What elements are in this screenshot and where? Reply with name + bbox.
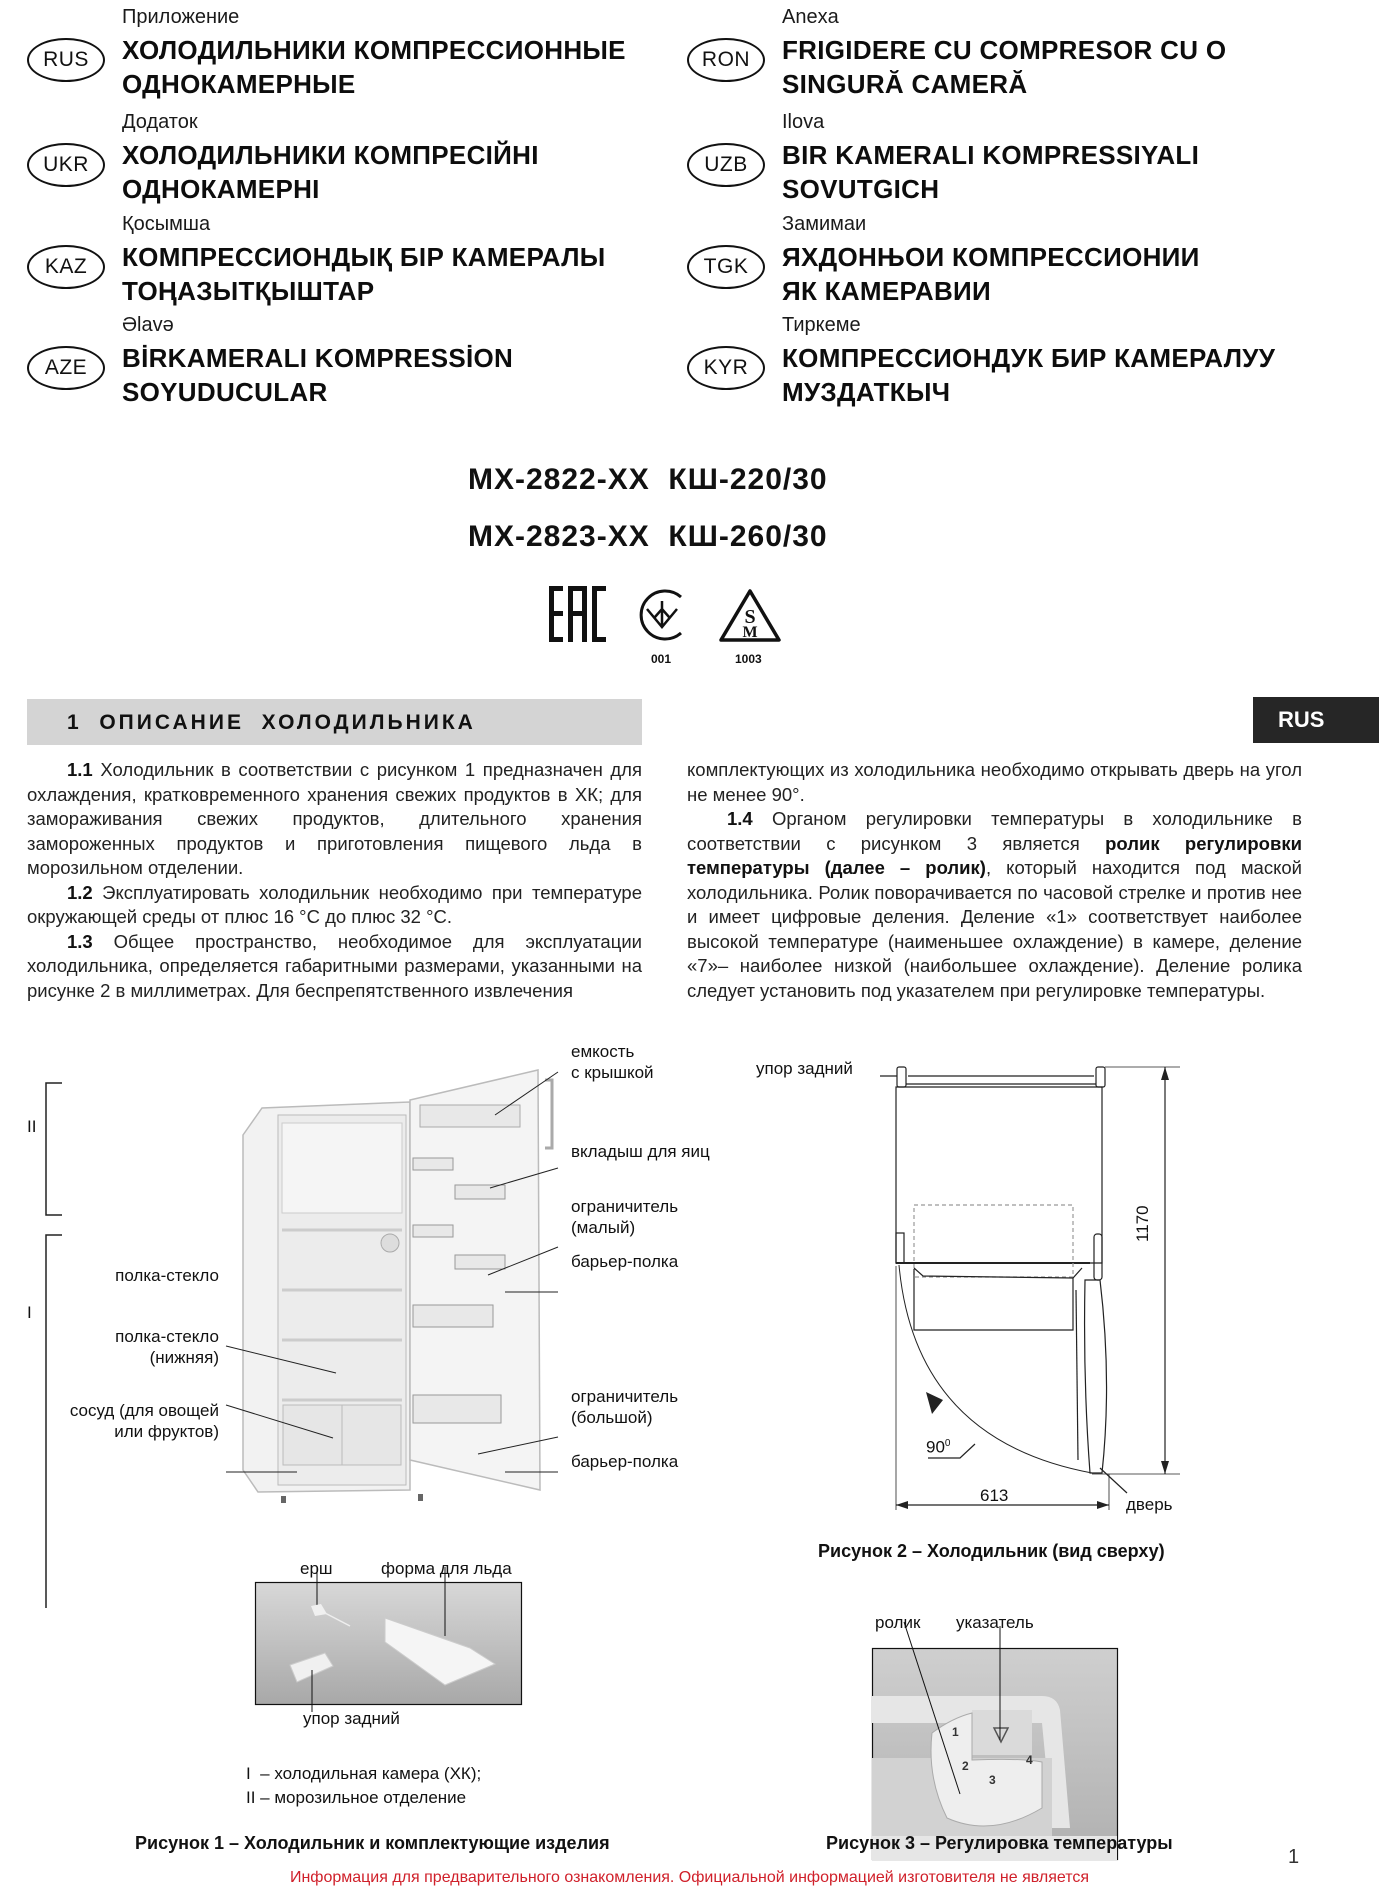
- page-number: 1: [1288, 1846, 1300, 1868]
- lang-subtitle: Ilova: [782, 111, 825, 133]
- label-lidded-container: емкость с крышкой: [571, 1042, 654, 1082]
- svg-text:S: S: [744, 606, 756, 628]
- sm-code: 1003: [735, 652, 762, 666]
- lang-badge: AZE: [27, 346, 105, 390]
- lang-title: ЯХДОНЊОИ КОМПРЕССИОНИИ ЯК КАМЕРАВИИ: [782, 242, 1200, 306]
- lang-subtitle: Замимаи: [782, 213, 867, 235]
- lang-title: КОМПРЕССИОНДЫҚ БІР КАМЕРАЛЫ ТОҢАЗЫТҚЫШТАР: [122, 242, 606, 306]
- label-back-stop-top-view: упор задний: [756, 1059, 853, 1078]
- accessories-photo: [255, 1582, 525, 1707]
- lang-badge: RUS: [27, 38, 105, 82]
- paragraph-1-3-continued: комплектующих из холодильника необходимо открывать дверь на угол не менее 90°.: [687, 759, 1302, 805]
- lang-badge: UKR: [27, 143, 105, 187]
- lang-badge: UZB: [687, 143, 765, 187]
- lang-title: BİRKAMERALI KOMPRESSİON SOYUDUCULAR: [122, 343, 514, 407]
- svg-text:1: 1: [952, 1725, 959, 1739]
- figure-2-caption: Рисунок 2 – Холодильник (вид сверху): [818, 1541, 1165, 1561]
- svg-text:4: 4: [1026, 1753, 1033, 1767]
- lang-title: FRIGIDERE CU COMPRESOR CU O SINGURĂ CAMERĂ: [782, 35, 1227, 99]
- label-limiter-large: ограничитель (большой): [571, 1387, 679, 1427]
- zone-legend: I – холодильная камера (ХК); II – морозильное отделение: [246, 1764, 482, 1807]
- section-header: [27, 699, 642, 745]
- disclaimer-footer: Информация для предварительного ознакомления. Официальной информацией изготовителя не является: [289, 1869, 1090, 1886]
- section-title: 1 ОПИСАНИЕ ХОЛОДИЛЬНИКА: [67, 711, 476, 734]
- svg-text:2: 2: [962, 1759, 969, 1773]
- lang-badge: RON: [687, 38, 765, 82]
- label-barrier-shelf-2: барьер-полка: [571, 1452, 679, 1471]
- temperature-knob-photo: [872, 1648, 1120, 1862]
- sm-mark-icon: [718, 588, 782, 644]
- label-back-stop: упор задний: [303, 1709, 400, 1728]
- lang-subtitle: Əlavə: [122, 314, 174, 336]
- lang-title: КОМПРЕССИОНДУК БИР КАМЕРАЛУУ МУЗДАТКЫЧ: [782, 343, 1276, 407]
- model-number-2: МХ-2823-ХХ КШ-260/30: [468, 520, 828, 553]
- paragraph-1-4: 1.4 Органом регулировки температуры в холодильнике в соответствии с рисунком 3 является ролик регулировки температуры (далее – ролик), который находится под маской холодильника. Ролик поворачивается по часовой стрелке и против нее и имеет цифровые деления. Деление «1» соответствует наиболее высокой температуре (наименьшее охлаждение) в камере, деление «7»– наиболее низкой (наибольшее охлаждение). Деление ролика следует установить под указателем при регулировке температуры.: [687, 808, 1303, 1001]
- label-egg-tray: вкладыш для яиц: [571, 1142, 710, 1161]
- lang-badge: KYR: [687, 346, 765, 390]
- svg-text:3: 3: [989, 1773, 996, 1787]
- ukrsepro-code: 001: [651, 652, 672, 666]
- zone-label-freezer: II: [27, 1117, 37, 1136]
- label-limiter-small: ограничитель (малый): [571, 1197, 679, 1237]
- angle-label: $90^0$: [926, 1437, 951, 1457]
- dimension-width: 613: [980, 1486, 1009, 1505]
- label-brush: ерш: [300, 1559, 333, 1578]
- lang-subtitle: Anexa: [782, 6, 839, 28]
- lang-title: ХОЛОДИЛЬНИКИ КОМПРЕССИОННЫЕ ОДНОКАМЕРНЫЕ: [122, 35, 626, 99]
- label-door: дверь: [1126, 1495, 1173, 1514]
- dimension-depth: 1170: [1133, 1205, 1152, 1242]
- ukrsepro-mark-icon: [637, 587, 687, 643]
- paragraph-1-1: 1.1 Холодильник в соответствии с рисунком 1 предназначен для охлаждения, кратковременного хранения свежих продуктов в ХК; для замораживания свежих продуктов, длительного хранения замороженных продуктов и приготовления пищевого льда в морозильном отделении.: [27, 759, 642, 878]
- model-number-1: МХ-2822-ХХ КШ-220/30: [468, 463, 828, 496]
- text-column-right: [687, 758, 1302, 1003]
- eac-mark-icon: [549, 586, 607, 644]
- language-tab-rus: RUS: [1253, 697, 1379, 743]
- lang-title: BIR KAMERALI KOMPRESSIYALI SOVUTGICH: [782, 140, 1200, 204]
- label-knob: ролик: [875, 1613, 921, 1632]
- label-glass-shelf-lower: полка-стекло (нижняя): [115, 1327, 219, 1367]
- label-barrier-shelf-1: барьер-полка: [571, 1252, 679, 1271]
- label-crisper: сосуд (для овощей или фруктов): [69, 1401, 219, 1441]
- top-view-diagram: [740, 1040, 1200, 1510]
- lang-subtitle: Додаток: [122, 111, 198, 133]
- lang-badge: KAZ: [27, 245, 105, 289]
- text-column-left: [27, 758, 642, 1003]
- label-glass-shelf: полка-стекло: [115, 1266, 219, 1285]
- figure-1-caption: Рисунок 1 – Холодильник и комплектующие изделия: [135, 1833, 610, 1853]
- lang-subtitle: Қосымша: [122, 213, 211, 235]
- lang-badge: TGK: [687, 245, 765, 289]
- lang-subtitle: Тиркеме: [782, 314, 861, 336]
- zone-label-fridge: I: [27, 1303, 32, 1322]
- label-ice-tray: форма для льда: [381, 1559, 512, 1578]
- lang-title: ХОЛОДИЛЬНИКИ КОМПРЕСІЙНІ ОДНОКАМЕРНІ: [122, 140, 539, 204]
- paragraph-1-3: 1.3 Общее пространство, необходимое для эксплуатации холодильника, определяется габаритными размерами, указанными на рисунке 2 в миллиметрах. Для беспрепятственного извлечения: [27, 930, 642, 1001]
- svg-text:M: M: [742, 624, 758, 641]
- label-pointer: указатель: [956, 1613, 1034, 1632]
- lang-subtitle: Приложение: [122, 6, 240, 28]
- paragraph-1-2: 1.2 Эксплуатировать холодильник необходимо при температуре окружающей среды от плюс 16 °С до плюс 32 °С.: [27, 881, 642, 927]
- figure-3-caption: Рисунок 3 – Регулировка температуры: [826, 1833, 1173, 1853]
